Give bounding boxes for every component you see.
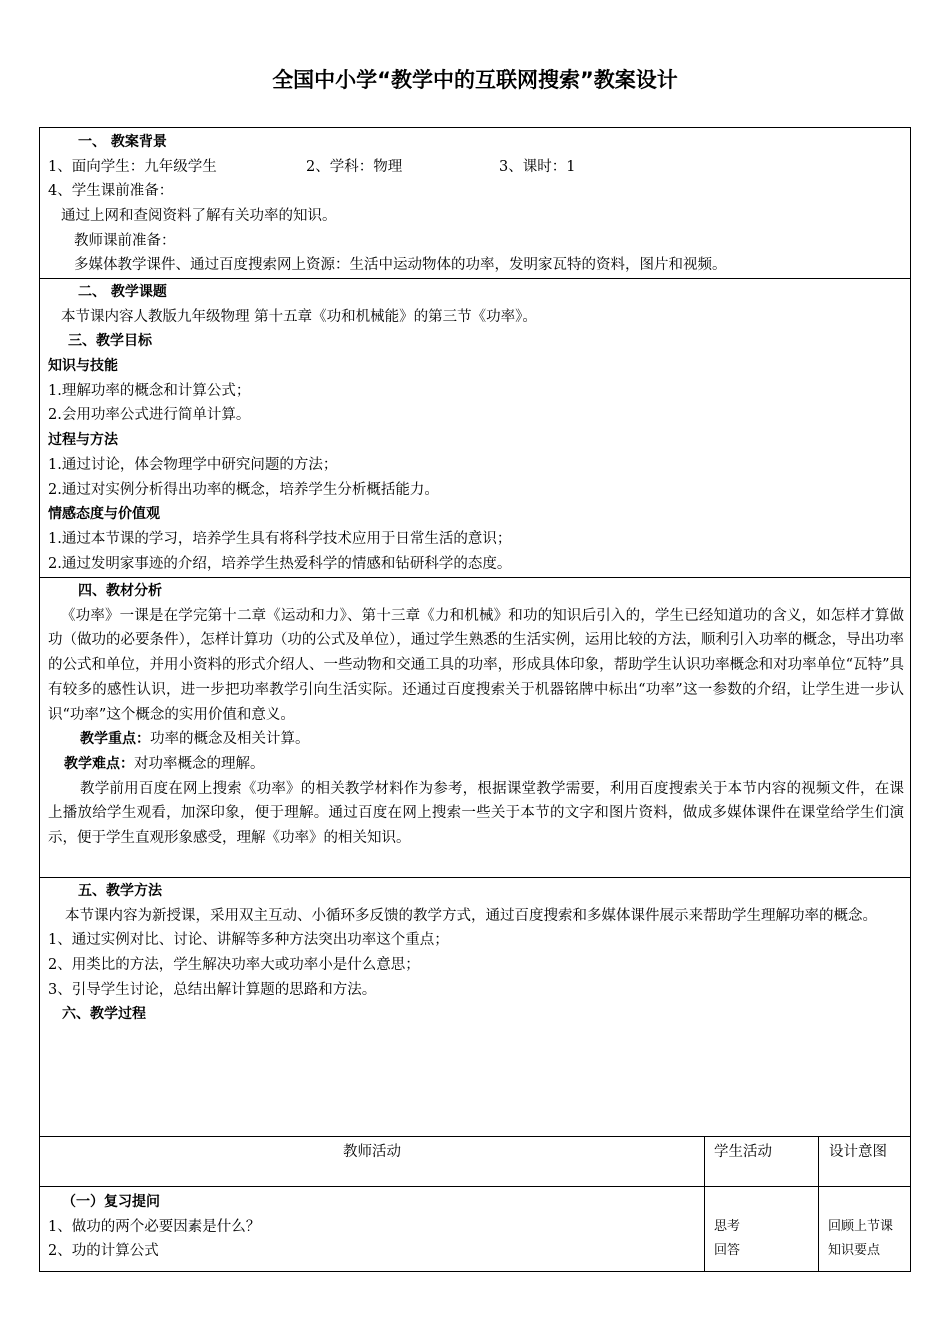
difficulty-text: 对功率概念的理解。: [134, 755, 265, 772]
review-question: 2、功的计算公式: [48, 1243, 159, 1260]
column-header-intent: 设计意图: [829, 1144, 887, 1160]
review-question: 1、做功的两个必要因素是什么？: [48, 1218, 261, 1235]
column-header-student: 学生活动: [714, 1144, 772, 1160]
column-header-teacher: 教师活动: [343, 1144, 401, 1160]
column-divider: [818, 1136, 819, 1272]
student-prep-text: 通过上网和查阅资料了解有关功率的知识。: [61, 208, 337, 225]
subheading-knowledge: 知识与技能: [48, 358, 118, 375]
subheading-process: 过程与方法: [48, 432, 118, 449]
method-item: 3、引导学生讨论，总结出解计算题的思路和方法。: [48, 981, 377, 998]
method-paragraph: 本节课内容为新授课，采用双主互动、小循环多反馈的教学方式，通过百度搜索和多媒体课件展示来帮助学生理解功率的概念。: [65, 907, 877, 924]
student-activity: 回答: [714, 1243, 741, 1258]
section-divider: [39, 577, 911, 578]
table-header-top-rule: [39, 1136, 911, 1137]
table-header-bottom-rule: [39, 1186, 911, 1187]
design-intent-cell: [828, 1215, 893, 1263]
difficulty-label: 教学难点：: [64, 755, 134, 772]
section-topic-and-goals: [48, 280, 904, 576]
key-point: [48, 727, 904, 752]
search-usage-paragraph: 教学前用百度在网上搜索《功率》的相关教学材料作为参考，根据课堂教学需要，利用百度搜索关于本节内容的视频文件，在课上播放给学生观看，加深印象，便于理解。通过百度在网上搜索一些关于本节的文字和图片资料，做成多媒体课件在课堂给学生们演示，便于学生直观形象感受，理解《功率》的相关知识。: [48, 780, 904, 846]
goal-item: 1.通过本节课的学习，培养学生具有将科学技术应用于日常生活的意识；: [48, 530, 512, 547]
student-activity: 思考: [714, 1219, 741, 1234]
section-heading: 三、教学目标: [68, 333, 152, 350]
section-heading: 二、 教学课题: [78, 284, 167, 300]
student-prep-label: 4、学生课前准备：: [48, 183, 174, 200]
student-activity-cell: [714, 1215, 740, 1263]
teacher-prep-text: 多媒体教学课件、通过百度搜索网上资源：生活中运动物体的功率，发明家瓦特的资料，图片和视频。: [74, 257, 727, 274]
teacher-activity-cell: [48, 1190, 698, 1264]
section-background: [48, 130, 904, 278]
subheading-attitude: 情感态度与价值观: [48, 506, 160, 523]
section-heading: 五、教学方法: [78, 883, 162, 899]
document-title: 全国中小学“教学中的互联网搜索”教案设计: [272, 68, 678, 92]
section-heading: 六、教学过程: [62, 1006, 146, 1023]
section-divider: [39, 278, 911, 279]
teacher-prep-label: 教师课前准备：: [74, 232, 176, 249]
section-divider: [39, 877, 911, 878]
design-intent: 回顾上节课: [828, 1219, 894, 1234]
design-intent: 知识要点: [828, 1243, 881, 1258]
section-material-analysis: [48, 579, 904, 851]
section-heading: 四、教材分析: [78, 583, 162, 599]
topic-text: 本节课内容人教版九年级物理 第十五章《功和机械能》的第三节《功率》。: [61, 308, 537, 325]
activity-heading: （一）复习提问: [62, 1194, 160, 1210]
course-info-row: [48, 155, 904, 180]
target-students: 1、面向学生：九年级学生: [48, 158, 217, 175]
goal-item: 2.通过对实例分析得出功率的概念，培养学生分析概括能力。: [48, 481, 439, 498]
goal-item: 1.理解功率的概念和计算公式；: [48, 382, 251, 399]
column-divider: [704, 1136, 705, 1272]
goal-item: 2.会用功率公式进行简单计算。: [48, 407, 251, 424]
goal-item: 2.通过发明家事迹的介绍，培养学生热爱科学的情感和钻研科学的态度。: [48, 555, 512, 572]
subject: 2、学科：物理: [306, 158, 403, 175]
method-item: 2、用类比的方法，学生解决功率大或功率小是什么意思；: [48, 957, 420, 974]
section-heading: 一、 教案背景: [78, 134, 167, 150]
key-point-text: 功率的概念及相关计算。: [150, 731, 310, 748]
goal-item: 1.通过讨论，体会物理学中研究问题的方法；: [48, 456, 338, 473]
analysis-paragraph: 《功率》一课是在学完第十二章《运动和力》、第十三章《力和机械》和功的知识后引入的，学生已经知道功的含义，如怎样才算做功（做功的必要条件），怎样计算功（功的公式及单位），通过学生熟悉的生活实例，运用比较的方法，顺利引入功率的概念，导出功率的公式和单位，并用小资料的形式介绍人、一些动物和交通工具的功率，形成具体印象，帮助学生认识功率概念和对功率单位“瓦特”具有较多的感性认识，进一步把功率教学引向生活实际。还通过百度搜索关于机器铭牌中标出“功率”这一参数的介绍，让学生进一步认识“功率”这个概念的实用价值和意义。: [48, 607, 904, 723]
section-teaching-method: [48, 879, 904, 1027]
method-item: 1、通过实例对比、讨论、讲解等多种方法突出功率这个重点；: [48, 932, 449, 949]
key-point-label: 教学重点：: [80, 731, 150, 748]
class-hours: 3、课时：1: [499, 158, 576, 175]
difficulty-point: [48, 752, 904, 777]
